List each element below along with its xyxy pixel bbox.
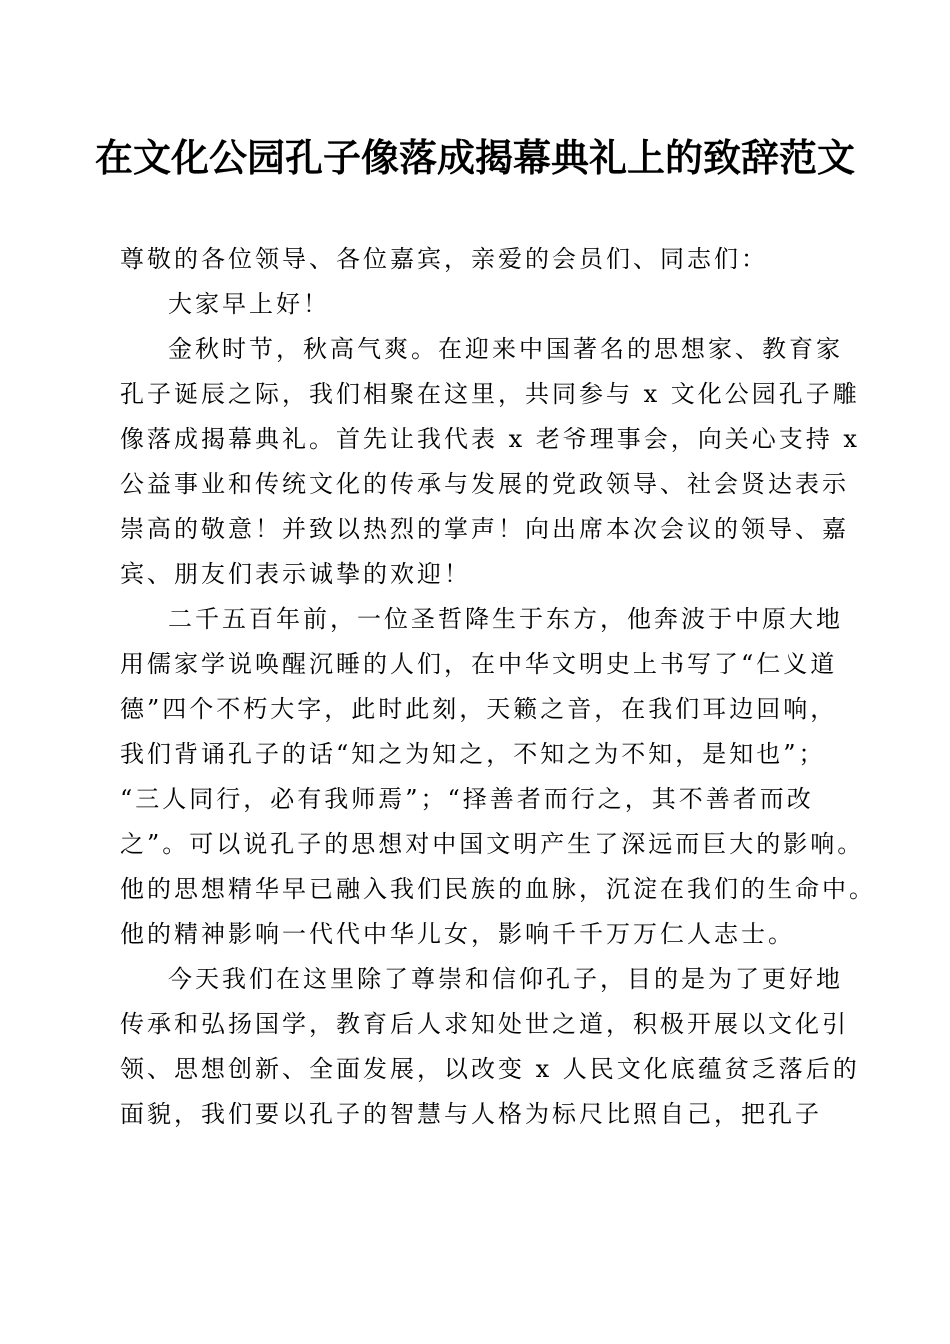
body-line: 孔子诞辰之际，我们相聚在这里，共同参与 x 文化公园孔子雕 xyxy=(120,380,860,408)
body-line: 他的精神影响一代代中华儿女，影响千千万万仁人志士。 xyxy=(120,920,795,948)
body-line: 德”四个不朽大字，此时此刻，天籁之音，在我们耳边回响， xyxy=(120,695,838,723)
document-body xyxy=(120,237,876,1137)
body-line: 二千五百年前，一位圣哲降生于东方，他奔波于中原大地 xyxy=(168,605,843,633)
body-line: 大家早上好！ xyxy=(168,290,330,318)
body-line: 今天我们在这里除了尊崇和信仰孔子，目的是为了更好地 xyxy=(168,965,843,993)
body-line: 崇高的敬意！并致以热烈的掌声！向出席本次会议的领导、嘉 xyxy=(120,515,849,543)
body-line: 领、思想创新、全面发展，以改变 x 人民文化底蕴贫乏落后的 xyxy=(120,1055,860,1083)
document-title: 在文化公园孔子像落成揭幕典礼上的致辞范文 xyxy=(94,135,855,180)
body-line: 我们背诵孔子的话“知之为知之，不知之为不知，是知也”； xyxy=(120,740,826,768)
body-line: 金秋时节，秋高气爽。在迎来中国著名的思想家、教育家 xyxy=(168,335,843,363)
body-line: 像落成揭幕典礼。首先让我代表 x 老爷理事会，向关心支持 x xyxy=(120,425,860,453)
body-line: 用儒家学说唤醒沉睡的人们，在中华文明史上书写了“仁义道 xyxy=(120,650,838,678)
body-line: “三人同行，必有我师焉”；“择善者而行之，其不善者而改 xyxy=(120,785,814,813)
body-line: 他的思想精华早已融入我们民族的血脉，沉淀在我们的生命中。 xyxy=(120,875,876,903)
body-line: 公益事业和传统文化的传承与发展的党政领导、社会贤达表示 xyxy=(120,470,849,498)
body-line: 之”。可以说孔子的思想对中国文明产生了深远而巨大的影响。 xyxy=(120,830,865,858)
body-line: 传承和弘扬国学，教育后人求知处世之道，积极开展以文化引 xyxy=(120,1010,849,1038)
body-line: 尊敬的各位领导、各位嘉宾，亲爱的会员们、同志们： xyxy=(120,245,768,273)
body-line: 宾、朋友们表示诚挚的欢迎！ xyxy=(120,560,471,588)
body-line: 面貌，我们要以孔子的智慧与人格为标尺比照自己，把孔子 xyxy=(120,1100,822,1128)
